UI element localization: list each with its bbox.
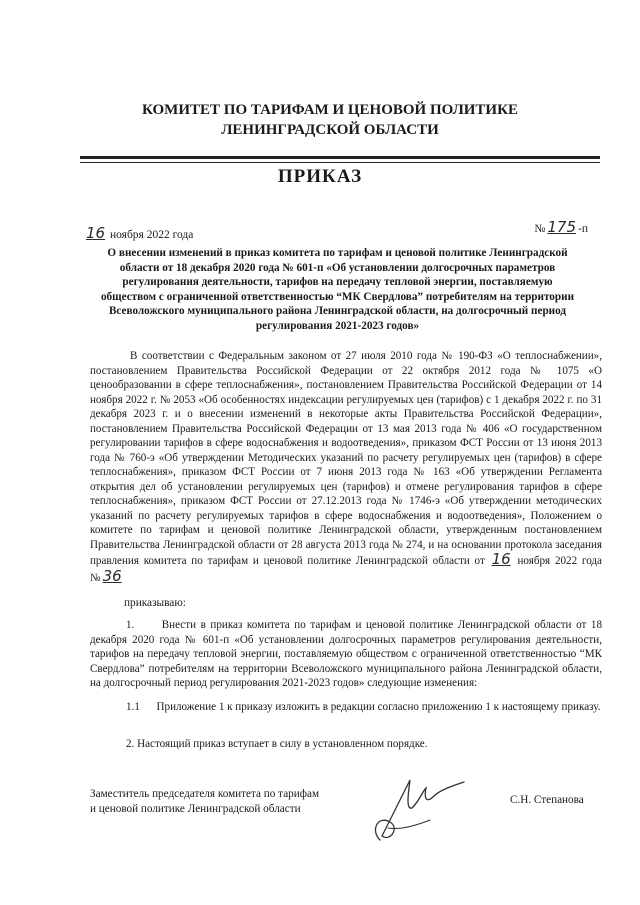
date-day-handwritten: 16 <box>86 224 106 242</box>
order-item-2: 2. Настоящий приказ вступает в силу в установленном порядке. <box>126 738 428 750</box>
header-rule-thin <box>80 162 600 163</box>
date-rest: ноября 2022 года <box>109 229 194 241</box>
document-number <box>534 218 588 236</box>
protocol-day-handwritten: 16 <box>491 550 511 568</box>
protocol-date-rest: ноября 2022 года № <box>90 555 602 584</box>
issuer-line-1: КОМИТЕТ ПО ТАРИФАМ И ЦЕНОВОЙ ПОЛИТИКЕ <box>142 102 518 118</box>
signatory-position-line-2: и ценовой политике Ленинградской области <box>90 803 301 815</box>
number-prefix: № <box>534 223 546 235</box>
number-suffix: -п <box>578 223 588 235</box>
header-rule-thick <box>80 156 600 159</box>
number-handwritten: 175 <box>547 218 577 236</box>
preamble-text: В соответствии с Федеральным законом от 27 июля 2010 года № 190-ФЗ «О теплоснабжении», постановлением Правительства Российской Федерации от 22 октября 2012 года № 1075 «О ценообразовании в сфере теплоснабжения», постановлением Правительства Российской Федерации от 14 ноября 2022 г. № 2053 «Об особенностях индексации регулируемых цен (тарифов) с 1 декабря 2022 г. по 31 декабря 2023 г. и о внесении изменений в некоторые акты Правительства Российской Федерации», постановлением Правительства Российской Федерации от 13 мая 2013 года № 406 «О государственном регулировании тарифов в сфере водоснабжения и водоотведения», приказом ФСТ России от 13 июня 2013 года № 760-э «Об утверждении Методических указаний по расчету регулируемых цен (тарифов) в сфере теплоснабжения», приказом ФСТ России от 7 июня 2013 года № 163 «Об утверждении Регламента открытия дел об установлении регулируемых цен (тарифов) и отмене регулирования тарифов в сфере теплоснабжения», приказом ФСТ России от 27.12.2013 года № 1746-э «Об утверждении методических указаний по расчету регулируемых тарифов в сфере водоснабжения и водоотведения», Положением о комитете по тарифам и ценовой политике Ленинградской области, утвержденным постановлением Правительства Ленинградской области от 28 августа 2013 года № 274, и на основании протокола заседания правления комитета по тарифам и ценовой политике Ленинградской области от <box>90 350 602 567</box>
protocol-number-handwritten: 36 <box>102 566 122 585</box>
signatory-position <box>90 787 319 817</box>
handwritten-signature <box>360 770 470 850</box>
issuer-header <box>90 100 570 140</box>
order-verb: приказываю: <box>124 597 186 609</box>
preamble-paragraph <box>90 349 602 585</box>
document-subject: О внесении изменений в приказ комитета по тарифам и ценовой политике Ленинградской области от 18 декабря 2020 года № 601-п «Об установлении долгосрочных параметров регулирования деятельности, тарифов на передачу тепловой энергии, поставляемую обществом с ограниченной ответственностью “МК Свердлова” потребителям на территории Всеволожского муниципального района Ленинградской области, на долгосрочный период регулирования 2021-2023 годов» <box>100 247 575 332</box>
order-item-1-1: 1.1 Приложение 1 к приказу изложить в редакции согласно приложению 1 к настоящему приказу. <box>126 701 601 713</box>
signatory-position-line-1: Заместитель председателя комитета по тарифам <box>90 788 320 800</box>
issuer-line-2: ЛЕНИНГРАДСКОЙ ОБЛАСТИ <box>221 122 439 138</box>
document-date <box>84 224 193 242</box>
order-item-1: 1. Внести в приказ комитета по тарифам и ценовой политике Ленинградской области от 18 декабря 2020 года № 601-п «Об установлении долгосрочных параметров регулирования деятельности, тарифов на передачу тепловой энергии, поставляемую обществом с ограниченной ответственностью “МК Свердлова” потребителям на территории Всеволожского муниципального района Ленинградской области, на долгосрочный период регулирования 2021-2023 годов» следующие изменения: <box>90 619 602 689</box>
signatory-name: С.Н. Степанова <box>510 794 584 806</box>
document-title: ПРИКАЗ <box>277 166 363 187</box>
